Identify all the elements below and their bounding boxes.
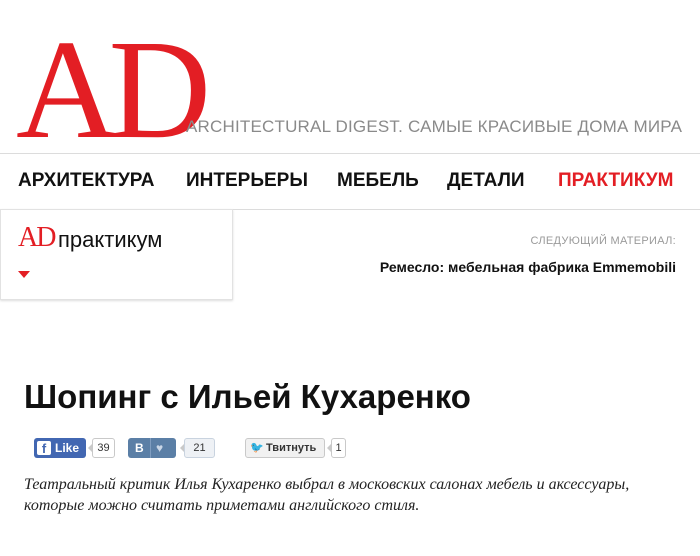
vk-like-count: 21	[184, 438, 215, 458]
site-tagline: ARCHITECTURAL DIGEST. САМЫЕ КРАСИВЫЕ ДОМА МИРА	[186, 117, 683, 136]
article-lead: Театральный критик Илья Кухаренко выбрал в московских салонах мебель и аксессуары, которые можно считать приметами английского стиля.	[24, 476, 630, 514]
share-bar	[0, 438, 700, 458]
facebook-like-button[interactable]	[34, 438, 86, 458]
nav-item-furniture[interactable]: МЕБЕЛЬ	[337, 170, 419, 191]
main-nav	[0, 153, 700, 210]
nav-item-architecture[interactable]: АРХИТЕКТУРА	[18, 170, 155, 191]
section-logo: AD	[18, 222, 55, 253]
tweet-count: 1	[331, 438, 346, 458]
facebook-like-count: 39	[92, 438, 115, 458]
section-badge[interactable]	[0, 209, 233, 300]
facebook-like-label: Like	[55, 441, 80, 455]
vk-divider	[150, 438, 151, 458]
next-article-label: СЛЕДУЮЩИЙ МАТЕРИАЛ:	[530, 235, 676, 247]
twitter-bird-icon: 🐦	[250, 442, 264, 454]
tweet-button[interactable]	[245, 438, 325, 458]
dropdown-arrow-icon[interactable]	[18, 271, 30, 278]
vk-icon: B	[135, 441, 144, 455]
nav-item-interiors[interactable]: ИНТЕРЬЕРЫ	[186, 170, 308, 191]
vk-like-button[interactable]	[128, 438, 176, 458]
tweet-label: Твитнуть	[266, 442, 317, 454]
facebook-icon: f	[37, 441, 51, 455]
ad-logo[interactable]: AD	[16, 10, 202, 168]
nav-item-details[interactable]: ДЕТАЛИ	[447, 170, 525, 191]
nav-item-practicum[interactable]: ПРАКТИКУМ	[558, 170, 674, 191]
next-article-link[interactable]: Ремесло: мебельная фабрика Emmemobili	[379, 259, 676, 275]
section-name: практикум	[58, 227, 163, 252]
heart-icon: ♥	[156, 441, 164, 455]
article-title: Шопинг с Ильей Кухаренко	[24, 378, 471, 415]
